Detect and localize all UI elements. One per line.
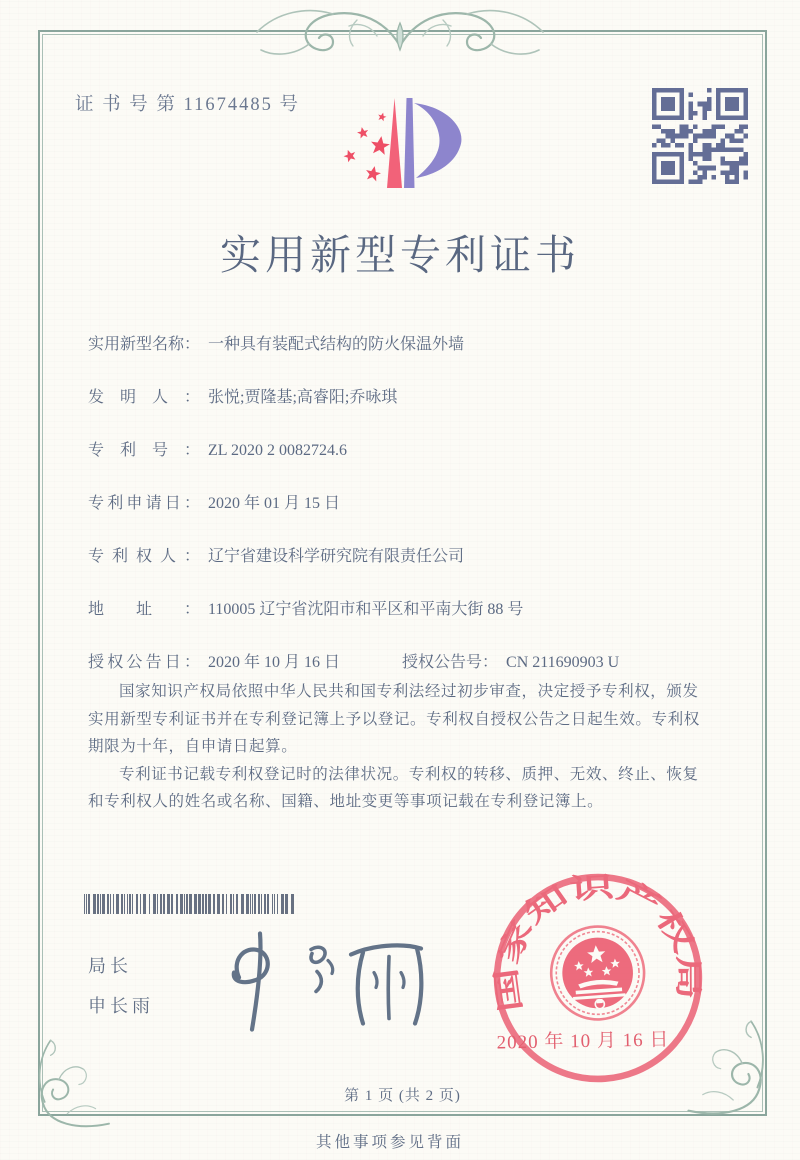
field-label: 实用新型名称： <box>88 336 201 353</box>
field-address <box>88 599 730 621</box>
legal-paragraph-2: 专利证书记载专利权登记时的法律状况。专利权的转移、质押、无效、终止、恢复和专利权人的姓名或名称、国籍、地址变更等事项记载在专利登记簿上。 <box>88 765 699 810</box>
field-value: 2020 年 01 月 15 日 <box>208 495 341 512</box>
national-emblem-icon <box>548 923 647 1022</box>
field-label: 发明人： <box>88 389 200 406</box>
officer-name: 申长雨 <box>88 996 154 1016</box>
qr-code-icon <box>652 88 748 184</box>
field-inventors <box>88 387 730 409</box>
official-seal-icon <box>481 861 716 1096</box>
field-grant-row <box>88 652 730 674</box>
field-label: 授权公告日： <box>88 654 200 671</box>
field-label: 地址： <box>88 601 200 618</box>
field-label: 专利号： <box>88 442 200 459</box>
seal-text: 国家知识产权局 <box>493 873 703 1014</box>
field-value: ZL 2020 2 0082724.6 <box>208 442 347 459</box>
field-value: 辽宁省建设科学研究院有限责任公司 <box>208 548 465 565</box>
field-value: 张悦;贾隆基;高睿阳;乔咏琪 <box>208 389 398 406</box>
field-value: 一种具有装配式结构的防火保温外墙 <box>208 336 465 353</box>
fields-section <box>88 334 730 705</box>
seal-date: 2020 年 10 月 16 日 <box>496 1029 670 1054</box>
field-label: 授权公告号： <box>402 654 499 671</box>
back-side-note: 其他事项参见背面 <box>315 1134 464 1151</box>
legal-text-section <box>88 678 714 816</box>
officer-block <box>88 946 154 1026</box>
officer-title: 局长 <box>88 956 132 976</box>
field-patentee <box>88 546 730 568</box>
signature-handwriting-icon <box>205 926 435 1034</box>
page-number: 第 1 页 (共 2 页) <box>344 1088 461 1104</box>
field-utility-model-name <box>88 334 730 356</box>
legal-paragraph-1: 国家知识产权局依照中华人民共和国专利法经过初步审查，决定授予专利权，颁发实用新型专利证书并在专利登记簿上予以登记。专利权自授权公告之日起生效。专利权期限为十年，自申请日起算。 <box>88 683 700 755</box>
certificate-title: 实用新型专利证书 <box>220 232 580 278</box>
field-value: 110005 辽宁省沈阳市和平区和平南大街 88 号 <box>208 601 524 618</box>
barcode-icon <box>84 894 299 914</box>
field-label: 专利申请日： <box>88 495 200 512</box>
field-label: 专利权人： <box>88 548 200 565</box>
certificate-number: 证 书 号 第 11674485 号 <box>75 95 300 115</box>
field-value: 2020 年 10 月 16 日 <box>208 654 341 671</box>
field-patent-number <box>88 440 730 462</box>
field-filing-date <box>88 493 730 515</box>
field-value: CN 211690903 U <box>506 654 620 671</box>
cnipa-logo-icon <box>330 85 510 215</box>
